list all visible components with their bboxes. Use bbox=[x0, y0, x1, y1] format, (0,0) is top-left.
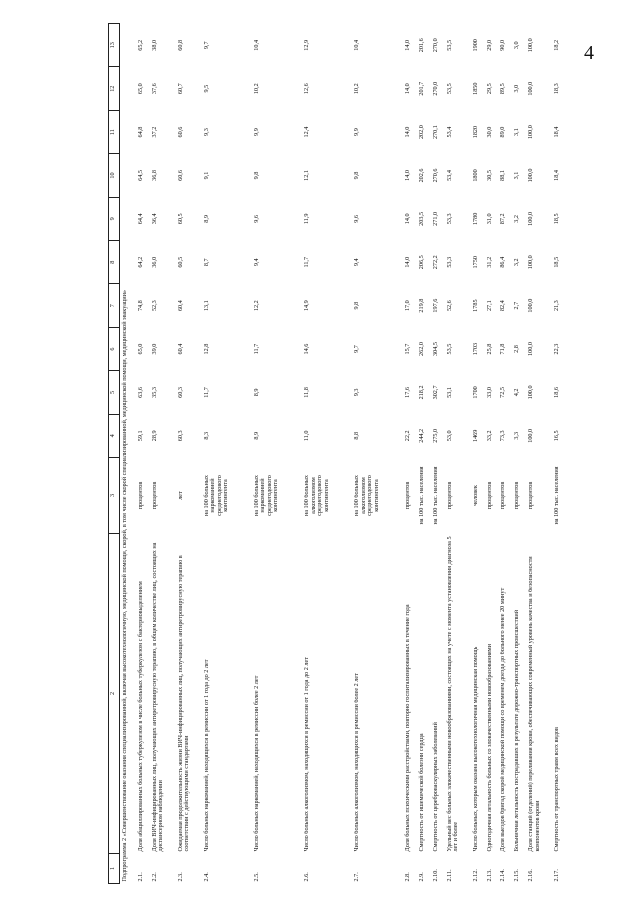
value-cell: 53,1 bbox=[446, 387, 453, 398]
value-cell: 9,3 bbox=[353, 388, 361, 397]
unit: процентов bbox=[137, 481, 144, 510]
value-cell: 3,0 bbox=[513, 84, 521, 93]
value-cell: 206,5 bbox=[418, 255, 425, 270]
column-header-4: 4 bbox=[109, 414, 120, 457]
value-cell: 203,5 bbox=[418, 211, 425, 226]
row-number: 2.1. bbox=[137, 872, 144, 882]
value-cell: 60,5 bbox=[177, 213, 184, 225]
unit: процентов bbox=[404, 481, 411, 510]
indicator-name: Удельный вес больных злокачественными новообразованиями, состоящих на учете с момента установления диагноза 5 лет и более bbox=[446, 536, 460, 852]
value-cell: 30,5 bbox=[486, 170, 493, 181]
value-cell: 272,2 bbox=[432, 255, 439, 270]
value-cell: 100,0 bbox=[527, 125, 535, 140]
value-cell: 31,0 bbox=[486, 213, 493, 225]
rotated-table-sheet bbox=[108, 24, 568, 884]
value-cell: 22,3 bbox=[553, 343, 561, 355]
value-cell: 1750 bbox=[472, 256, 479, 269]
unit: на 100 больных наркоманией среднегодового контингента bbox=[203, 474, 230, 517]
value-cell: 60,3 bbox=[177, 387, 184, 398]
value-cell: 11,7 bbox=[253, 343, 260, 355]
column-header-6: 6 bbox=[109, 327, 120, 370]
row-number: 2.14. bbox=[499, 869, 507, 882]
row-number: 2.3. bbox=[177, 872, 184, 882]
value-cell: 9,6 bbox=[353, 214, 361, 223]
column-header-1: 1 bbox=[109, 854, 120, 884]
table-row bbox=[486, 24, 500, 884]
unit: процентов bbox=[446, 481, 453, 510]
value-cell: 1850 bbox=[472, 82, 479, 95]
value-cell: 9,8 bbox=[253, 171, 260, 180]
table-row bbox=[528, 24, 554, 884]
unit: процентов bbox=[527, 481, 535, 510]
value-cell: 304,5 bbox=[432, 342, 439, 356]
value-cell: 87,2 bbox=[499, 213, 507, 225]
value-cell: 12,6 bbox=[303, 83, 311, 95]
value-cell: 38,0 bbox=[151, 39, 158, 51]
unit: на 100 тыс. населения bbox=[553, 466, 561, 525]
value-cell: 270,1 bbox=[432, 125, 439, 140]
row-number: 2.15. bbox=[513, 869, 521, 882]
value-cell: 18,5 bbox=[553, 256, 561, 268]
value-cell: 219,8 bbox=[418, 298, 425, 313]
value-cell: 14,0 bbox=[404, 83, 411, 95]
value-cell: 53,3 bbox=[446, 256, 453, 268]
value-cell: 29,0 bbox=[486, 39, 493, 51]
indicator-name: Доля ВИЧ-инфицированных лиц, получающих антиретровирусную терапию, в общем количестве лиц, состоящих на диспансерном наблюдении bbox=[151, 542, 165, 852]
value-cell: 18,4 bbox=[553, 170, 561, 181]
value-cell: 64,8 bbox=[137, 126, 144, 138]
unit: на 100 больных алкоголизмом среднегодового контингента bbox=[353, 474, 380, 517]
column-header-13: 13 bbox=[109, 24, 120, 67]
row-number: 2.7. bbox=[353, 872, 361, 882]
indicator-name: Одногодичная летальность больных со злокачественными новообразованиями bbox=[486, 644, 493, 852]
row-number: 2.9. bbox=[418, 872, 425, 882]
indicator-name: Смертность от ишемической болезни сердца bbox=[418, 733, 425, 852]
value-cell: 39,0 bbox=[151, 343, 158, 355]
value-cell: 8,8 bbox=[353, 431, 361, 440]
table-row bbox=[137, 24, 151, 884]
value-cell: 53,5 bbox=[446, 343, 453, 355]
value-cell: 21,3 bbox=[553, 300, 561, 312]
row-number: 2.6. bbox=[303, 872, 311, 882]
value-cell: 17,6 bbox=[404, 387, 411, 398]
value-cell: 11,7 bbox=[203, 387, 210, 398]
value-cell: 8,9 bbox=[253, 388, 260, 397]
value-cell: 18,4 bbox=[553, 126, 561, 138]
row-number: 2.2. bbox=[151, 872, 158, 882]
value-cell: 65,2 bbox=[137, 39, 144, 51]
value-cell: 270,0 bbox=[432, 38, 439, 53]
column-header-10: 10 bbox=[109, 154, 120, 197]
value-cell: 1820 bbox=[472, 125, 479, 139]
value-cell: 14,0 bbox=[404, 256, 411, 268]
value-cell: 9,7 bbox=[353, 345, 361, 353]
value-cell: 100,0 bbox=[527, 342, 535, 356]
value-cell: 100,0 bbox=[527, 255, 535, 270]
value-cell: 36,8 bbox=[151, 170, 158, 181]
table-row bbox=[304, 24, 354, 884]
row-number: 2.10. bbox=[432, 869, 439, 882]
table-row bbox=[472, 24, 486, 884]
value-cell: 9,3 bbox=[203, 128, 210, 136]
value-cell: 86,4 bbox=[499, 256, 507, 268]
value-cell: 100,0 bbox=[527, 168, 535, 183]
value-cell: 10,4 bbox=[353, 39, 361, 51]
value-cell: 36,4 bbox=[151, 213, 158, 225]
unit: на 100 тыс. населения bbox=[432, 466, 439, 525]
indicator-name: Смертность от цереброваскулярных заболеваний bbox=[432, 722, 439, 852]
value-cell: 53,5 bbox=[446, 83, 453, 95]
table-row bbox=[253, 24, 303, 884]
value-cell: 65,0 bbox=[137, 83, 144, 95]
value-cell: 71,8 bbox=[499, 343, 507, 355]
value-cell: 22,2 bbox=[404, 430, 411, 442]
unit: на 100 больных наркоманией среднегодового контингента bbox=[253, 474, 280, 517]
unit: процентов bbox=[486, 481, 493, 510]
value-cell: 33,2 bbox=[486, 430, 493, 442]
value-cell: 89,0 bbox=[499, 126, 507, 138]
column-header-8: 8 bbox=[109, 241, 120, 284]
value-cell: 11,0 bbox=[303, 430, 311, 442]
table-row bbox=[500, 24, 514, 884]
row-number: 2.12. bbox=[472, 869, 479, 882]
value-cell: 1900 bbox=[472, 39, 479, 52]
column-header-9: 9 bbox=[109, 197, 120, 240]
value-cell: 14,9 bbox=[303, 300, 311, 312]
value-cell: 64,4 bbox=[137, 213, 144, 225]
column-header-11: 11 bbox=[109, 110, 120, 153]
value-cell: 9,9 bbox=[253, 128, 260, 136]
value-cell: 59,1 bbox=[137, 430, 144, 442]
value-cell: 1700 bbox=[472, 386, 479, 399]
value-cell: 275,0 bbox=[432, 428, 439, 443]
value-cell: 8,9 bbox=[253, 431, 260, 440]
value-cell: 10,2 bbox=[353, 83, 361, 95]
value-cell: 25,8 bbox=[486, 343, 493, 355]
value-cell: 82,4 bbox=[499, 300, 507, 312]
value-cell: 60,7 bbox=[177, 83, 184, 95]
value-cell: 12,9 bbox=[303, 39, 311, 51]
value-cell: 31,2 bbox=[486, 256, 493, 268]
value-cell: 28,9 bbox=[151, 430, 158, 442]
value-cell: 3,0 bbox=[513, 41, 521, 50]
value-cell: 64,2 bbox=[137, 256, 144, 268]
indicator-name: Ожидаемая продолжительность жизни ВИЧ-инфицированных лиц, получающих антиретровирусную терапию в соответствии с действующими стандартами bbox=[177, 555, 191, 852]
value-cell: 2,8 bbox=[513, 345, 521, 353]
value-cell: 3,3 bbox=[513, 431, 521, 440]
value-cell: 3,1 bbox=[513, 171, 521, 180]
value-cell: 100,0 bbox=[527, 428, 535, 443]
value-cell: 302,7 bbox=[432, 385, 439, 400]
value-cell: 18,3 bbox=[553, 83, 561, 95]
indicator-name: Число больных наркоманией, находящихся в ремиссии от 1 года до 2 лет bbox=[203, 659, 210, 852]
value-cell: 53,4 bbox=[446, 170, 453, 181]
section-title-row bbox=[120, 24, 138, 884]
row-number: 2.5. bbox=[253, 872, 260, 882]
unit: на 100 тыс. населения bbox=[418, 466, 425, 525]
value-cell: 8,9 bbox=[203, 214, 210, 223]
value-cell: 262,0 bbox=[418, 342, 425, 356]
table-row bbox=[514, 24, 528, 884]
value-cell: 271,0 bbox=[432, 211, 439, 226]
value-cell: 17,0 bbox=[404, 300, 411, 312]
unit: процентов bbox=[151, 481, 158, 510]
value-cell: 11,7 bbox=[303, 256, 311, 268]
value-cell: 88,1 bbox=[499, 170, 507, 181]
value-cell: 10,2 bbox=[253, 83, 260, 95]
value-cell: 13,1 bbox=[203, 300, 210, 312]
row-number: 2.17. bbox=[553, 869, 561, 882]
value-cell: 53,5 bbox=[446, 39, 453, 51]
indicator-name: Число больных, которым оказана высокотехнологичная медицинская помощь bbox=[472, 646, 479, 852]
value-cell: 60,8 bbox=[177, 39, 184, 51]
value-cell: 16,5 bbox=[553, 430, 561, 442]
value-cell: 60,6 bbox=[177, 126, 184, 138]
value-cell: 201,7 bbox=[418, 81, 425, 96]
table-row bbox=[151, 24, 177, 884]
value-cell: 9,4 bbox=[253, 258, 260, 267]
value-cell: 9,8 bbox=[353, 301, 361, 310]
row-number: 2.4. bbox=[203, 872, 210, 882]
unit: процентов bbox=[513, 481, 521, 510]
value-cell: 73,3 bbox=[499, 430, 507, 442]
value-cell: 37,2 bbox=[151, 126, 158, 138]
value-cell: 12,8 bbox=[203, 343, 210, 355]
value-cell: 9,1 bbox=[203, 171, 210, 180]
value-cell: 14,0 bbox=[404, 170, 411, 181]
column-header-3: 3 bbox=[109, 458, 120, 534]
value-cell: 15,7 bbox=[404, 343, 411, 355]
value-cell: 244,2 bbox=[418, 428, 425, 443]
value-cell: 11,9 bbox=[303, 213, 311, 225]
table-row bbox=[203, 24, 253, 884]
value-cell: 37,6 bbox=[151, 83, 158, 95]
value-cell: 33,0 bbox=[486, 387, 493, 398]
value-cell: 74,8 bbox=[137, 300, 144, 312]
value-cell: 1780 bbox=[472, 212, 479, 226]
column-header-2: 2 bbox=[109, 534, 120, 854]
value-cell: 53,4 bbox=[446, 126, 453, 138]
page-number: 4 bbox=[584, 42, 594, 64]
column-header-5: 5 bbox=[109, 371, 120, 414]
unit: процентов bbox=[499, 481, 507, 510]
indicator-name: Число больных алкоголизмом, находящихся в ремиссии более 2 лет bbox=[353, 673, 361, 852]
value-cell: 53,3 bbox=[446, 213, 453, 225]
indicators-table bbox=[108, 23, 568, 884]
table-row bbox=[418, 24, 432, 884]
value-cell: 12,1 bbox=[303, 170, 311, 181]
value-cell: 30,0 bbox=[486, 126, 493, 138]
value-cell: 218,2 bbox=[418, 385, 425, 400]
value-cell: 202,6 bbox=[418, 168, 425, 183]
value-cell: 100,0 bbox=[527, 211, 535, 226]
indicator-name: Больничная летальность пострадавших в результате дорожно-транспортных происшествий bbox=[513, 609, 521, 852]
value-cell: 201,6 bbox=[418, 38, 425, 53]
indicator-name: Число больных алкоголизмом, находящихся в ремиссии от 1 года до 2 лет bbox=[303, 657, 311, 852]
value-cell: 35,3 bbox=[151, 387, 158, 398]
value-cell: 1469 bbox=[472, 429, 479, 442]
value-cell: 14,0 bbox=[404, 39, 411, 51]
value-cell: 12,2 bbox=[253, 300, 260, 312]
value-cell: 60,5 bbox=[177, 256, 184, 268]
unit: человек bbox=[472, 485, 479, 506]
value-cell: 14,0 bbox=[404, 213, 411, 225]
value-cell: 52,6 bbox=[446, 300, 453, 312]
value-cell: 8,7 bbox=[203, 258, 210, 267]
value-cell: 10,4 bbox=[253, 39, 260, 51]
value-cell: 9,6 bbox=[253, 214, 260, 223]
value-cell: 100,0 bbox=[527, 385, 535, 400]
value-cell: 60,4 bbox=[177, 343, 184, 355]
value-cell: 60,3 bbox=[177, 430, 184, 442]
value-cell: 270,6 bbox=[432, 168, 439, 183]
value-cell: 1800 bbox=[472, 169, 479, 182]
value-cell: 12,4 bbox=[303, 126, 311, 138]
value-cell: 3,2 bbox=[513, 258, 521, 267]
unit: лет bbox=[177, 491, 184, 500]
row-number: 2.11. bbox=[446, 869, 453, 882]
value-cell: 2,7 bbox=[513, 301, 521, 310]
value-cell: 90,0 bbox=[499, 39, 507, 51]
value-cell: 52,3 bbox=[151, 300, 158, 312]
column-header-12: 12 bbox=[109, 67, 120, 110]
value-cell: 197,6 bbox=[432, 298, 439, 313]
value-cell: 1703 bbox=[472, 342, 479, 356]
value-cell: 1785 bbox=[472, 299, 479, 312]
value-cell: 18,5 bbox=[553, 213, 561, 225]
column-header-7: 7 bbox=[109, 284, 120, 327]
value-cell: 89,5 bbox=[499, 83, 507, 95]
value-cell: 100,0 bbox=[527, 298, 535, 313]
table-row bbox=[554, 24, 568, 884]
section-title: Подпрограмма 2 «Совершенствование оказания специализированной, включая высокотехнологичную, медицинской помощи, скорой, в том числе скорой специализированной, медицинской помощи, медицинской эвакуации» bbox=[121, 290, 128, 882]
value-cell: 202,0 bbox=[418, 125, 425, 140]
indicator-name: Доля станций (отделений) переливания крови, обеспечивающих современный уровень качества и безопасности компонентов крови bbox=[527, 556, 541, 852]
indicator-name: Смертность от транспортных травм всех видов bbox=[553, 727, 561, 852]
value-cell: 60,6 bbox=[177, 170, 184, 181]
value-cell: 65,0 bbox=[137, 343, 144, 355]
value-cell: 270,0 bbox=[432, 81, 439, 96]
column-number-row bbox=[109, 24, 120, 884]
table-row bbox=[177, 24, 203, 884]
value-cell: 9,4 bbox=[353, 258, 361, 267]
value-cell: 3,1 bbox=[513, 128, 521, 136]
value-cell: 4,2 bbox=[513, 388, 521, 397]
value-cell: 63,6 bbox=[137, 387, 144, 398]
table-row bbox=[446, 24, 472, 884]
value-cell: 60,4 bbox=[177, 300, 184, 312]
value-cell: 100,0 bbox=[527, 81, 535, 96]
value-cell: 14,0 bbox=[404, 126, 411, 138]
value-cell: 18,2 bbox=[553, 39, 561, 51]
indicator-name: Число больных наркоманией, находящихся в ремиссии более 2 лет bbox=[253, 675, 260, 852]
value-cell: 27,1 bbox=[486, 300, 493, 312]
indicator-name: Доля абациллированных больных туберкулезом в числе больных туберкулезом с бактериовыделением bbox=[137, 581, 144, 852]
indicator-name: Доля выездов бригад скорой медицинской помощи со временем доезда до больного менее 20 минут bbox=[499, 587, 507, 852]
value-cell: 18,6 bbox=[553, 387, 561, 398]
table-row bbox=[404, 24, 418, 884]
value-cell: 72,5 bbox=[499, 387, 507, 398]
value-cell: 9,5 bbox=[203, 84, 210, 93]
indicator-name: Доля больных психическими расстройствами, повторно госпитализированных в течение года bbox=[404, 604, 411, 852]
value-cell: 9,7 bbox=[203, 41, 210, 50]
value-cell: 36,0 bbox=[151, 256, 158, 268]
value-cell: 8,3 bbox=[203, 431, 210, 440]
value-cell: 11,8 bbox=[303, 387, 311, 398]
value-cell: 64,5 bbox=[137, 170, 144, 181]
value-cell: 29,5 bbox=[486, 83, 493, 95]
table-row bbox=[432, 24, 446, 884]
value-cell: 100,0 bbox=[527, 38, 535, 53]
row-number: 2.13. bbox=[486, 869, 493, 882]
value-cell: 9,8 bbox=[353, 171, 361, 180]
value-cell: 14,6 bbox=[303, 343, 311, 355]
row-number: 2.16. bbox=[527, 869, 535, 882]
value-cell: 9,9 bbox=[353, 128, 361, 136]
value-cell: 53,0 bbox=[446, 430, 453, 442]
unit: на 100 больных алкоголизмом среднегодового контингента bbox=[303, 474, 330, 517]
value-cell: 3,2 bbox=[513, 214, 521, 223]
table-row bbox=[354, 24, 404, 884]
row-number: 2.8. bbox=[404, 872, 411, 882]
